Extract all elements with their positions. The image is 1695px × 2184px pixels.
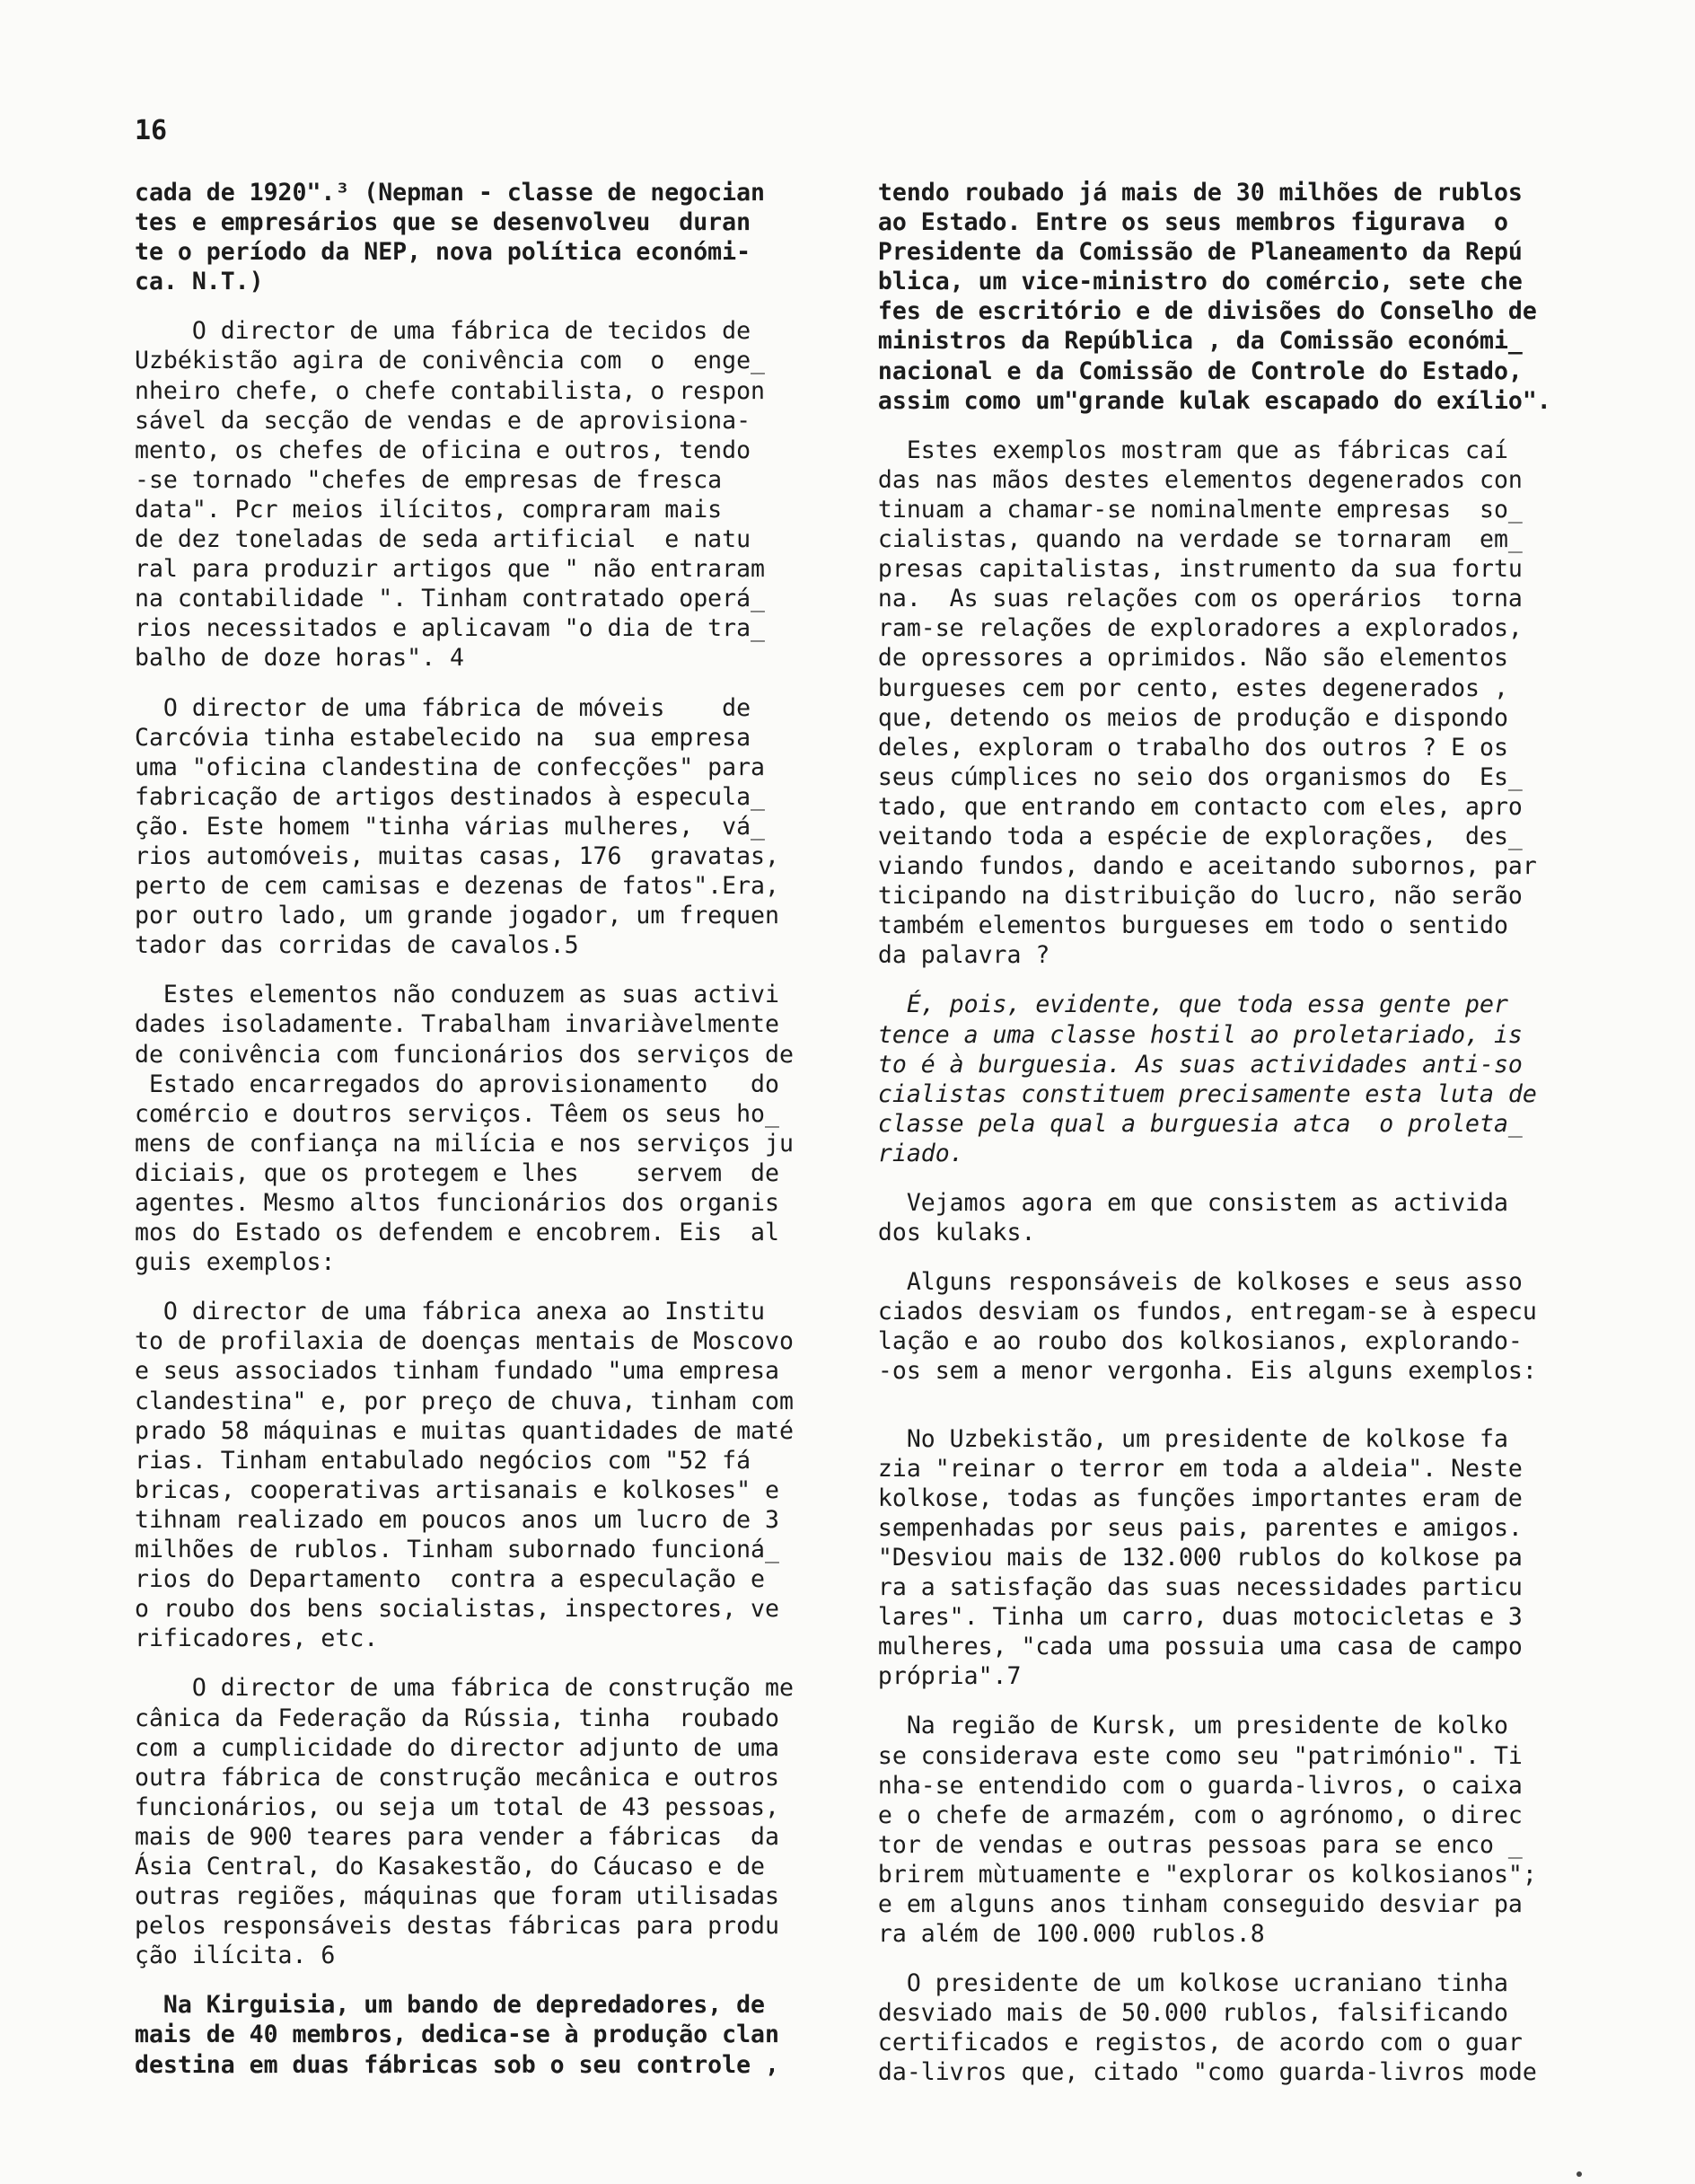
text-line: presas capitalistas, instrumento da sua fortu — [849, 555, 1523, 584]
text-line: balho de doze horas". 4 — [135, 644, 464, 673]
text-line: kolkose, todas as funções importantes eram de — [849, 1484, 1523, 1512]
text-line: cialistas, quando na verdade se tornaram em_ — [849, 525, 1523, 554]
text-line: Estado encarregados do aprovisionamento do — [135, 1070, 779, 1098]
text-line: -se tornado "chefes de empresas de fresca — [135, 465, 723, 494]
text-line: de conivência com funcionários dos serviços de — [135, 1040, 794, 1069]
text-line: sempenhadas por seus pais, parentes e amigos. — [849, 1513, 1523, 1542]
text-line: na. As suas relações com os operários torna — [849, 585, 1523, 613]
text-line: própria".7 — [849, 1662, 1022, 1691]
text-line: outras regiões, máquinas que foram utilisadas — [135, 1882, 779, 1911]
text-line: e seus associados tinham fundado "uma empresa — [135, 1357, 779, 1386]
text-line: Uzbékistão agira de conivência com o enge_ — [135, 347, 765, 375]
text-line: bricas, cooperativas artisanais e kolkoses" e — [135, 1475, 779, 1504]
paragraph — [849, 436, 1537, 971]
text-line: de dez toneladas de seda artificial e natu — [135, 525, 751, 554]
text-line: tihnam realizado em poucos anos um lucro de 3 — [135, 1505, 779, 1534]
text-line: ca. N.T.) — [135, 268, 264, 296]
text-line: mulheres, "cada uma possuia uma casa de campo — [849, 1633, 1523, 1661]
text-line: nha-se entendido com o guarda-livros, o caixa — [849, 1771, 1523, 1800]
text-line: perto de cem camisas e dezenas de fatos".Era, — [135, 872, 779, 901]
text-line: ticipando na distribuição do lucro, não serão — [849, 882, 1523, 911]
text-line: viando fundos, dando e aceitando subornos, par — [849, 852, 1537, 881]
text-line: lares". Tinha um carro, duas motocicletas e 3 — [849, 1603, 1523, 1632]
text-line: prado 58 máquinas e muitas quantidades de maté — [135, 1416, 794, 1445]
text-line: ram-se relações de exploradores a explorados, — [849, 614, 1523, 643]
text-line: cialistas constituem precisamente esta luta de — [849, 1079, 1537, 1108]
text-line: blica, um vice-ministro do comércio, sete che — [849, 268, 1523, 296]
text-line: cânica da Federação da Rússia, tinha roubado — [135, 1704, 779, 1732]
paragraph — [849, 1267, 1537, 1386]
text-line: o roubo dos bens socialistas, inspectores, ve — [135, 1595, 779, 1624]
text-line: que, detendo os meios de produção e dispondo — [849, 703, 1508, 732]
paragraph — [135, 1673, 794, 1970]
text-line: clandestina" e, por preço de chuva, tinham com — [135, 1387, 794, 1415]
paragraph — [135, 693, 790, 961]
text-line: Vejamos agora em que consistem as activida — [849, 1189, 1508, 1217]
text-line: cada de 1920".³ (Nepman - classe de negocian — [135, 179, 765, 207]
text-line: zia "reinar o terror em toda a aldeia". Neste — [849, 1454, 1523, 1483]
text-line: ção. Este homem "tinha várias mulheres, vá_ — [135, 812, 765, 841]
text-line: O presidente de um kolkose ucraniano tinha — [849, 1969, 1508, 1998]
text-line: ral para produzir artigos que " não entraram — [135, 555, 765, 584]
text-line: se considerava este como seu "património". Ti — [849, 1741, 1523, 1770]
text-line: rios do Departamento contra a especulação e — [135, 1565, 765, 1594]
text-line: seus cúmplices no seio dos organismos do Es_ — [849, 762, 1523, 791]
text-line: tador das corridas de cavalos.5 — [135, 931, 579, 960]
text-line: da palavra ? — [849, 941, 1050, 970]
paragraph — [135, 1990, 790, 2079]
text-line: brirem mùtuamente e "explorar os kolkosianos"; — [849, 1860, 1537, 1889]
text-line: ao Estado. Entre os seus membros figurava o — [849, 208, 1508, 237]
paragraph — [849, 990, 1537, 1168]
text-line: fabricação de artigos destinados à especula_ — [135, 782, 765, 811]
text-line: O director de uma fábrica anexa ao Institu — [135, 1298, 765, 1326]
text-line: mos do Estado os defendem e encobrem. Eis al — [135, 1219, 779, 1247]
text-line: Na Kirguisia, um bando de depredadores, de — [135, 1991, 765, 2020]
text-line: sável da secção de vendas e de aprovisiona- — [135, 406, 751, 435]
paragraph — [135, 316, 790, 673]
left-column — [135, 178, 794, 2100]
text-line: O director de uma fábrica de tecidos de — [135, 317, 751, 346]
text-line: tence a uma classe hostil ao proletariado, is — [849, 1020, 1523, 1049]
text-line: riado. — [849, 1139, 964, 1167]
text-line: deles, exploram o trabalho dos outros ? E os — [849, 733, 1508, 762]
text-line: burgueses cem por cento, estes degenerados , — [849, 674, 1508, 702]
text-line: das nas mãos destes elementos degenerados con — [849, 465, 1523, 494]
text-line: ministros da República , da Comissão económi_ — [849, 327, 1523, 356]
text-line: e em alguns anos tinham conseguido desviar pa — [849, 1889, 1523, 1918]
text-line: assim como um"grande kulak escapado do exílio". — [849, 386, 1551, 415]
text-line: nheiro chefe, o chefe contabilista, o respon — [135, 376, 765, 405]
text-line: tado, que entrando em contacto com eles, apro — [849, 792, 1523, 821]
text-line: e o chefe de armazém, com o agrónomo, o direc — [849, 1801, 1523, 1829]
text-line: mento, os chefes de oficina e outros, tendo — [135, 436, 751, 464]
text-line: Carcóvia tinha estabelecido na sua empresa — [135, 723, 751, 752]
text-line: "Desviou mais de 132.000 rublos do kolkose pa — [849, 1543, 1523, 1572]
text-line: dades isoladamente. Trabalham invariàvelmente — [135, 1010, 779, 1039]
text-line: outra fábrica de construção mecânica e outros — [135, 1763, 779, 1792]
text-line: diciais, que os protegem e lhes servem de — [135, 1158, 779, 1187]
text-line: com a cumplicidade do director adjunto de uma — [135, 1733, 779, 1762]
paragraph — [849, 1424, 1523, 1692]
text-line: funcionários, ou seja um total de 43 pessoas, — [135, 1792, 779, 1821]
text-line: na contabilidade ". Tinham contratado operá_ — [135, 585, 765, 613]
text-line: rificadores, etc. — [135, 1625, 379, 1653]
text-line: rias. Tinham entabulado negócios com "52 fá — [135, 1446, 751, 1475]
text-line: ra além de 100.000 rublos.8 — [849, 1920, 1265, 1949]
text-line: É, pois, evidente, que toda essa gente per — [849, 991, 1508, 1019]
paragraph — [135, 178, 790, 296]
text-line: dos kulaks. — [849, 1219, 1036, 1247]
text-line: mais de 900 teares para vender a fábricas da — [135, 1822, 779, 1851]
paragraph — [135, 980, 794, 1277]
page-number: 16 — [135, 115, 168, 146]
text-line: rios automóveis, muitas casas, 176 gravatas, — [135, 841, 779, 870]
text-line: Estes elementos não conduzem as suas activi — [135, 981, 779, 1009]
text-line: nacional e da Comissão de Controle do Estado, — [849, 357, 1523, 385]
text-line: destina em duas fábricas sob o seu controle , — [135, 2050, 779, 2079]
text-line: da-livros que, citado "como guarda-livros mode — [849, 2058, 1537, 2087]
text-line: agentes. Mesmo altos funcionários dos organis — [135, 1189, 779, 1217]
text-line: to de profilaxia de doenças mentais de Moscovo — [135, 1327, 794, 1356]
text-line: ciados desviam os fundos, entregam-se à especu — [849, 1298, 1537, 1326]
text-line: pelos responsáveis destas fábricas para produ — [135, 1912, 779, 1941]
text-line: tes e empresários que se desenvolveu duran — [135, 208, 751, 237]
text-line: tendo roubado já mais de 30 milhões de rublos — [849, 179, 1523, 207]
text-line: ra a satisfação das suas necessidades particu — [849, 1573, 1523, 1602]
text-line: de opressores a oprimidos. Não são elementos — [849, 644, 1508, 673]
text-line: desviado mais de 50.000 rublos, falsificando — [849, 1999, 1508, 2028]
text-line: O director de uma fábrica de construção me — [135, 1674, 794, 1703]
text-line: data". Pcr meios ilícitos, compraram mais — [135, 495, 723, 524]
text-line: classe pela qual a burguesia atca o proleta_ — [849, 1109, 1523, 1138]
paragraph — [849, 178, 1551, 416]
text-line: -os sem a menor vergonha. Eis alguns exemplos: — [849, 1357, 1537, 1386]
text-line: O director de uma fábrica de móveis de — [135, 693, 751, 722]
scan-mark-dot — [1576, 2171, 1582, 2177]
text-line: guis exemplos: — [135, 1248, 336, 1277]
text-line: rios necessitados e aplicavam "o dia de tra_ — [135, 614, 765, 643]
text-line: Ásia Central, do Kasakestão, do Cáucaso e de — [135, 1852, 765, 1880]
text-line: mens de confiança na milícia e nos serviços ju — [135, 1129, 794, 1158]
paragraph — [135, 1297, 794, 1653]
text-line: também elementos burgueses em todo o sentido — [849, 911, 1508, 940]
text-line: Presidente da Comissão de Planeamento da Repú — [849, 238, 1523, 267]
text-line: Na região de Kursk, um presidente de kolko — [849, 1712, 1508, 1740]
text-line: tor de vendas e outras pessoas para se enco _ — [849, 1830, 1523, 1859]
text-line: uma "oficina clandestina de confecções" para — [135, 753, 765, 781]
text-line: tinuam a chamar-se nominalmente empresas so_ — [849, 495, 1523, 524]
text-line: Estes exemplos mostram que as fábricas caí — [849, 436, 1508, 464]
text-line: ção ilícita. 6 — [135, 1942, 336, 1970]
text-line: por outro lado, um grande jogador, um frequen — [135, 902, 779, 930]
text-line: lação e ao roubo dos kolkosianos, explorando- — [849, 1327, 1523, 1356]
text-line: mais de 40 membros, dedica-se à produção clan — [135, 2021, 779, 2049]
text-line: milhões de rublos. Tinham subornado funcioná_ — [135, 1536, 779, 1564]
paragraph — [849, 1711, 1537, 1949]
right-column — [849, 178, 1551, 2108]
text-line: to é à burguesia. As suas actividades anti-so — [849, 1050, 1523, 1079]
paragraph — [849, 1188, 1514, 1247]
text-line: fes de escritório e de divisões do Conselho de — [849, 297, 1537, 326]
text-line: No Uzbekistão, um presidente de kolkose fa — [849, 1424, 1508, 1453]
paragraph — [849, 1968, 1537, 2087]
text-line: Alguns responsáveis de kolkoses e seus asso — [849, 1268, 1523, 1297]
text-line: te o período da NEP, nova política económi- — [135, 238, 751, 267]
text-line: veitando toda a espécie de explorações, des_ — [849, 822, 1523, 850]
text-line: certificados e registos, de acordo com o guar — [849, 2029, 1523, 2057]
text-line: comércio e doutros serviços. Têem os seus ho_ — [135, 1099, 779, 1128]
